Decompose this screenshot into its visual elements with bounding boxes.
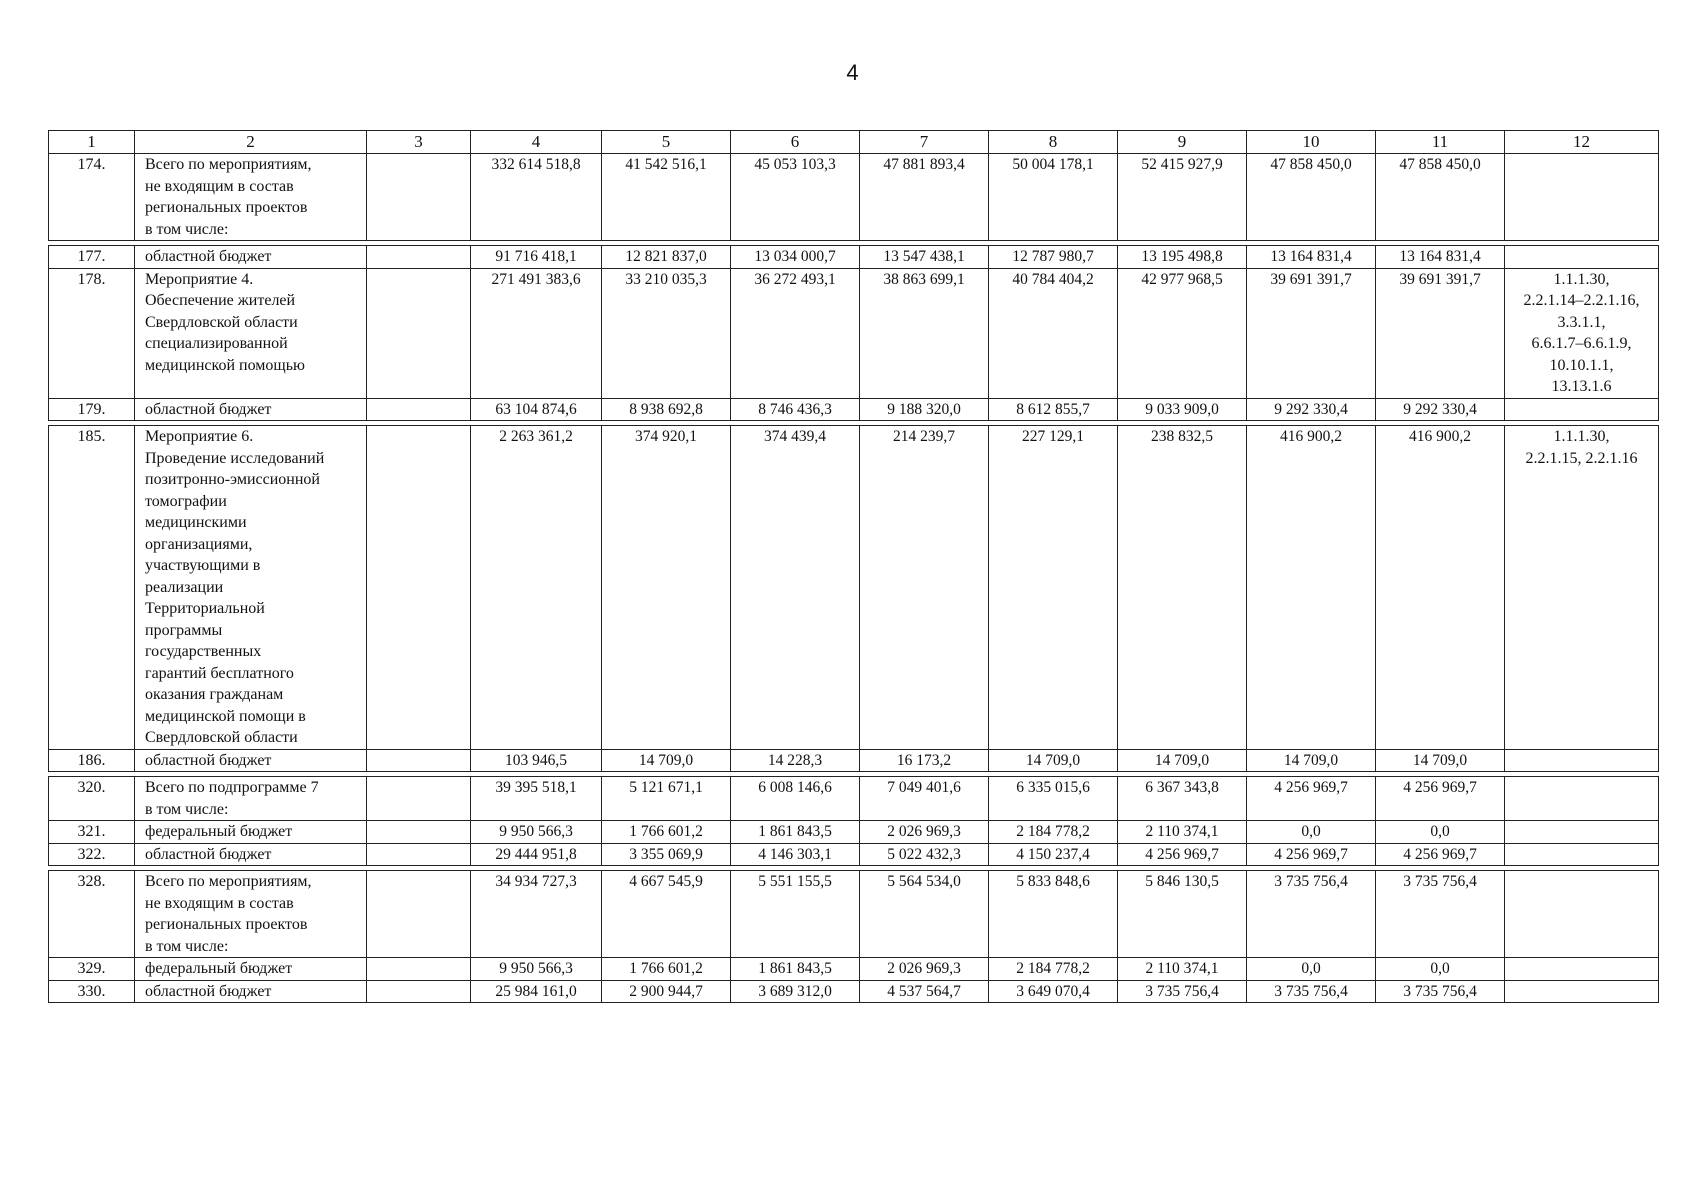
amount-cell: 16 173,2 <box>860 749 989 772</box>
table-row <box>49 871 1659 958</box>
page-number: 4 <box>846 60 859 85</box>
row-column-3 <box>367 154 471 241</box>
table-row <box>49 749 1659 772</box>
amount-cell: 38 863 699,1 <box>860 268 989 398</box>
amount-cell: 29 444 951,8 <box>471 843 602 866</box>
amount-cell: 42 977 968,5 <box>1118 268 1247 398</box>
column-header: 1 <box>49 131 135 154</box>
amount-cell: 12 821 837,0 <box>602 246 731 269</box>
table-row <box>49 398 1659 421</box>
amount-cell: 9 950 566,3 <box>471 821 602 844</box>
amount-cell: 9 292 330,4 <box>1247 398 1376 421</box>
row-target-indicators <box>1505 154 1659 241</box>
row-number: 174. <box>49 154 135 241</box>
amount-cell: 9 033 909,0 <box>1118 398 1247 421</box>
amount-cell: 13 164 831,4 <box>1376 246 1505 269</box>
column-number-header-row <box>49 131 1659 154</box>
row-target-indicators: 1.1.1.30, 2.2.1.14–2.2.1.16, 3.3.1.1, 6.6.1.7–6.6.1.9, 10.10.1.1, 13.13.1.6 <box>1505 268 1659 398</box>
amount-cell: 1 861 843,5 <box>731 958 860 981</box>
column-header: 8 <box>989 131 1118 154</box>
amount-cell: 4 146 303,1 <box>731 843 860 866</box>
row-target-indicators <box>1505 871 1659 958</box>
amount-cell: 9 292 330,4 <box>1376 398 1505 421</box>
row-description: областной бюджет <box>135 749 367 772</box>
amount-cell: 6 008 146,6 <box>731 777 860 821</box>
amount-cell: 39 691 391,7 <box>1376 268 1505 398</box>
amount-cell: 47 858 450,0 <box>1376 154 1505 241</box>
row-target-indicators <box>1505 980 1659 1003</box>
row-description: Всего по мероприятиям, не входящим в состав региональных проектов в том числе: <box>135 154 367 241</box>
row-description: областной бюджет <box>135 980 367 1003</box>
row-target-indicators <box>1505 821 1659 844</box>
amount-cell: 3 735 756,4 <box>1376 871 1505 958</box>
row-number: 330. <box>49 980 135 1003</box>
row-description: Мероприятие 6. Проведение исследований позитронно-эмиссионной томографии медицинскими организациями, участвующими в реализации Территориальной программы государственных гарантий бесплатного оказания гражданам медицинской помощи в Свердловской области <box>135 426 367 750</box>
amount-cell: 4 256 969,7 <box>1376 777 1505 821</box>
amount-cell: 4 256 969,7 <box>1376 843 1505 866</box>
amount-cell: 41 542 516,1 <box>602 154 731 241</box>
amount-cell: 33 210 035,3 <box>602 268 731 398</box>
amount-cell: 2 184 778,2 <box>989 958 1118 981</box>
column-header: 6 <box>731 131 860 154</box>
amount-cell: 271 491 383,6 <box>471 268 602 398</box>
table-row <box>49 980 1659 1003</box>
amount-cell: 0,0 <box>1247 821 1376 844</box>
amount-cell: 332 614 518,8 <box>471 154 602 241</box>
amount-cell: 14 709,0 <box>989 749 1118 772</box>
row-target-indicators <box>1505 843 1659 866</box>
amount-cell: 238 832,5 <box>1118 426 1247 750</box>
amount-cell: 2 026 969,3 <box>860 958 989 981</box>
column-header: 10 <box>1247 131 1376 154</box>
amount-cell: 13 034 000,7 <box>731 246 860 269</box>
row-description: областной бюджет <box>135 843 367 866</box>
table-row <box>49 777 1659 821</box>
amount-cell: 39 395 518,1 <box>471 777 602 821</box>
column-header: 2 <box>135 131 367 154</box>
amount-cell: 7 049 401,6 <box>860 777 989 821</box>
row-column-3 <box>367 843 471 866</box>
amount-cell: 1 766 601,2 <box>602 958 731 981</box>
row-description: областной бюджет <box>135 398 367 421</box>
amount-cell: 13 547 438,1 <box>860 246 989 269</box>
row-number: 178. <box>49 268 135 398</box>
amount-cell: 374 920,1 <box>602 426 731 750</box>
row-target-indicators <box>1505 749 1659 772</box>
table-row <box>49 821 1659 844</box>
column-header: 9 <box>1118 131 1247 154</box>
amount-cell: 63 104 874,6 <box>471 398 602 421</box>
amount-cell: 1 861 843,5 <box>731 821 860 844</box>
column-header: 5 <box>602 131 731 154</box>
row-column-3 <box>367 246 471 269</box>
amount-cell: 3 689 312,0 <box>731 980 860 1003</box>
row-number: 320. <box>49 777 135 821</box>
row-column-3 <box>367 821 471 844</box>
budget-table <box>48 130 1659 1003</box>
row-target-indicators <box>1505 398 1659 421</box>
amount-cell: 36 272 493,1 <box>731 268 860 398</box>
row-number: 177. <box>49 246 135 269</box>
row-number: 179. <box>49 398 135 421</box>
column-header: 12 <box>1505 131 1659 154</box>
column-header: 3 <box>367 131 471 154</box>
row-column-3 <box>367 426 471 750</box>
amount-cell: 2 110 374,1 <box>1118 821 1247 844</box>
amount-cell: 2 263 361,2 <box>471 426 602 750</box>
amount-cell: 5 121 671,1 <box>602 777 731 821</box>
row-description: Всего по подпрограмме 7 в том числе: <box>135 777 367 821</box>
amount-cell: 103 946,5 <box>471 749 602 772</box>
amount-cell: 214 239,7 <box>860 426 989 750</box>
amount-cell: 14 228,3 <box>731 749 860 772</box>
amount-cell: 47 858 450,0 <box>1247 154 1376 241</box>
amount-cell: 14 709,0 <box>602 749 731 772</box>
amount-cell: 39 691 391,7 <box>1247 268 1376 398</box>
row-description: Мероприятие 4. Обеспечение жителей Свердловской области специализированной медицинской помощью <box>135 268 367 398</box>
row-description: областной бюджет <box>135 246 367 269</box>
amount-cell: 0,0 <box>1376 958 1505 981</box>
row-description: федеральный бюджет <box>135 821 367 844</box>
amount-cell: 34 934 727,3 <box>471 871 602 958</box>
amount-cell: 12 787 980,7 <box>989 246 1118 269</box>
amount-cell: 13 195 498,8 <box>1118 246 1247 269</box>
amount-cell: 3 735 756,4 <box>1376 980 1505 1003</box>
column-header: 4 <box>471 131 602 154</box>
amount-cell: 4 150 237,4 <box>989 843 1118 866</box>
amount-cell: 3 735 756,4 <box>1247 871 1376 958</box>
row-description: федеральный бюджет <box>135 958 367 981</box>
amount-cell: 47 881 893,4 <box>860 154 989 241</box>
row-description: Всего по мероприятиям, не входящим в состав региональных проектов в том числе: <box>135 871 367 958</box>
amount-cell: 8 746 436,3 <box>731 398 860 421</box>
amount-cell: 5 846 130,5 <box>1118 871 1247 958</box>
table-row <box>49 426 1659 750</box>
amount-cell: 374 439,4 <box>731 426 860 750</box>
table-row <box>49 246 1659 269</box>
column-header: 7 <box>860 131 989 154</box>
row-column-3 <box>367 749 471 772</box>
amount-cell: 6 367 343,8 <box>1118 777 1247 821</box>
amount-cell: 50 004 178,1 <box>989 154 1118 241</box>
amount-cell: 8 612 855,7 <box>989 398 1118 421</box>
row-number: 328. <box>49 871 135 958</box>
row-target-indicators <box>1505 246 1659 269</box>
row-target-indicators: 1.1.1.30, 2.2.1.15, 2.2.1.16 <box>1505 426 1659 750</box>
row-column-3 <box>367 958 471 981</box>
amount-cell: 3 355 069,9 <box>602 843 731 866</box>
row-number: 321. <box>49 821 135 844</box>
amount-cell: 4 256 969,7 <box>1247 843 1376 866</box>
table-row <box>49 843 1659 866</box>
amount-cell: 14 709,0 <box>1118 749 1247 772</box>
amount-cell: 2 184 778,2 <box>989 821 1118 844</box>
amount-cell: 91 716 418,1 <box>471 246 602 269</box>
amount-cell: 14 709,0 <box>1247 749 1376 772</box>
amount-cell: 45 053 103,3 <box>731 154 860 241</box>
amount-cell: 6 335 015,6 <box>989 777 1118 821</box>
amount-cell: 3 649 070,4 <box>989 980 1118 1003</box>
amount-cell: 40 784 404,2 <box>989 268 1118 398</box>
row-number: 322. <box>49 843 135 866</box>
amount-cell: 1 766 601,2 <box>602 821 731 844</box>
row-target-indicators <box>1505 777 1659 821</box>
amount-cell: 3 735 756,4 <box>1247 980 1376 1003</box>
row-number: 185. <box>49 426 135 750</box>
amount-cell: 227 129,1 <box>989 426 1118 750</box>
column-header: 11 <box>1376 131 1505 154</box>
amount-cell: 2 900 944,7 <box>602 980 731 1003</box>
amount-cell: 25 984 161,0 <box>471 980 602 1003</box>
amount-cell: 13 164 831,4 <box>1247 246 1376 269</box>
row-number: 329. <box>49 958 135 981</box>
amount-cell: 0,0 <box>1247 958 1376 981</box>
amount-cell: 2 110 374,1 <box>1118 958 1247 981</box>
amount-cell: 52 415 927,9 <box>1118 154 1247 241</box>
table-row <box>49 154 1659 241</box>
row-column-3 <box>367 398 471 421</box>
amount-cell: 9 950 566,3 <box>471 958 602 981</box>
row-column-3 <box>367 871 471 958</box>
amount-cell: 8 938 692,8 <box>602 398 731 421</box>
row-target-indicators <box>1505 958 1659 981</box>
amount-cell: 4 256 969,7 <box>1118 843 1247 866</box>
amount-cell: 416 900,2 <box>1376 426 1505 750</box>
amount-cell: 3 735 756,4 <box>1118 980 1247 1003</box>
amount-cell: 5 022 432,3 <box>860 843 989 866</box>
amount-cell: 0,0 <box>1376 821 1505 844</box>
amount-cell: 14 709,0 <box>1376 749 1505 772</box>
table-row <box>49 268 1659 398</box>
row-column-3 <box>367 980 471 1003</box>
row-column-3 <box>367 777 471 821</box>
table-row <box>49 958 1659 981</box>
amount-cell: 5 833 848,6 <box>989 871 1118 958</box>
row-column-3 <box>367 268 471 398</box>
amount-cell: 5 564 534,0 <box>860 871 989 958</box>
amount-cell: 4 667 545,9 <box>602 871 731 958</box>
amount-cell: 5 551 155,5 <box>731 871 860 958</box>
amount-cell: 416 900,2 <box>1247 426 1376 750</box>
amount-cell: 4 537 564,7 <box>860 980 989 1003</box>
table-body <box>49 131 1659 1003</box>
row-number: 186. <box>49 749 135 772</box>
amount-cell: 2 026 969,3 <box>860 821 989 844</box>
amount-cell: 9 188 320,0 <box>860 398 989 421</box>
amount-cell: 4 256 969,7 <box>1247 777 1376 821</box>
